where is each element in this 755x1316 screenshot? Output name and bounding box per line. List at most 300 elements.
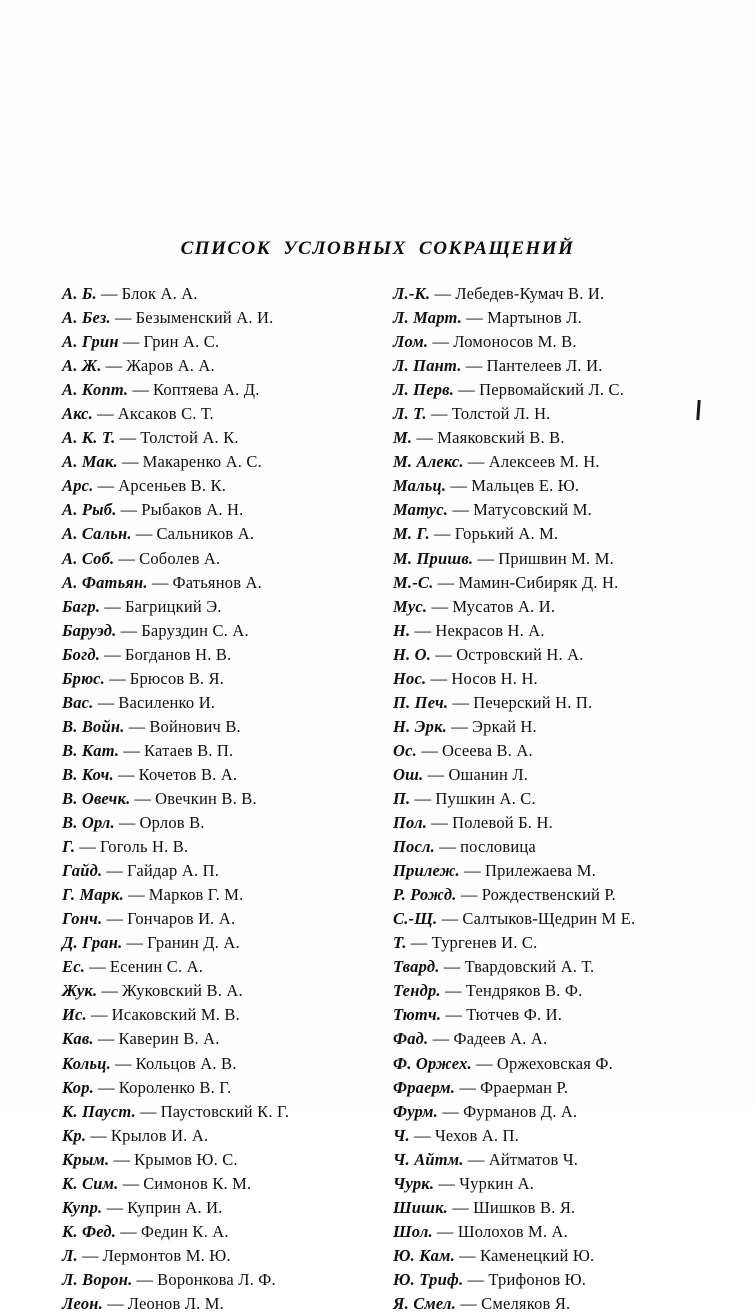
abbreviation-short: Д. Гран. [62,933,123,953]
abbreviation-entry [62,402,371,426]
abbreviation-full: Печерский Н. П. [473,692,593,712]
abbreviation-separator: — [117,452,143,472]
abbreviation-entry [393,330,702,354]
abbreviation-short: Шишк. [393,1197,448,1217]
abbreviation-entry [62,643,371,667]
abbreviation-full: пословица [460,837,536,857]
abbreviation-short: Ч. [393,1125,410,1145]
abbreviation-entry [62,739,371,763]
abbreviation-separator: — [132,1269,158,1289]
abbreviation-short: Н. О. [393,644,432,664]
abbreviation-entry [393,883,702,907]
abbreviation-full: Фатьянов А. [172,572,262,592]
abbreviation-entry [393,306,702,330]
abbreviation-full: Мамин-Сибиряк Д. Н. [458,572,619,592]
abbreviation-short: Ос. [393,740,417,760]
abbreviation-separator: — [429,524,455,544]
abbreviation-separator: — [473,548,499,568]
abbreviation-short: Л. Пант. [393,356,462,376]
abbreviation-separator: — [454,380,480,400]
abbreviation-short: А. Сальн. [62,524,132,544]
abbreviation-full: Баруздин С. А. [141,620,249,640]
abbreviation-full: Мусатов А. И. [452,596,556,616]
abbreviation-short: Г. [62,837,76,857]
abbreviation-short: М.-С. [393,572,434,592]
abbreviation-separator: — [75,837,101,857]
abbreviation-entry [393,1172,702,1196]
abbreviation-full: Толстой А. К. [140,428,239,448]
abbreviation-short: М. Г. [393,524,430,544]
abbreviation-separator: — [448,500,474,520]
abbreviation-full: Кочетов В. А. [138,764,238,784]
abbreviation-separator: — [116,500,142,520]
abbreviation-separator: — [119,740,145,760]
abbreviation-separator: — [116,620,142,640]
abbreviation-short: Л. Ворон. [62,1269,133,1289]
abbreviation-separator: — [116,1221,141,1241]
abbreviation-separator: — [115,428,141,448]
abbreviation-full: Гончаров И. А. [127,909,236,929]
abbreviation-entry [393,763,702,787]
abbreviation-separator: — [113,764,139,784]
abbreviation-short: Г. Марк. [62,885,125,905]
abbreviation-short: В. Овечк. [62,788,131,808]
abbreviation-short: Тютч. [393,1005,442,1025]
abbreviation-entry [393,859,702,883]
abbreviation-separator: — [461,356,487,376]
abbreviation-short: Прилеж. [393,861,460,881]
abbreviation-full: Тургенев И. С. [431,933,538,953]
abbreviation-separator: — [100,596,125,616]
abbreviation-entry [62,859,371,883]
abbreviation-entry [393,835,702,859]
abbreviation-separator: — [431,644,457,664]
abbreviation-short: П. Печ. [393,692,449,712]
abbreviation-separator: — [93,692,119,712]
abbreviation-entry [393,426,702,450]
abbreviation-entry [393,1003,702,1027]
abbreviation-full: Крылов И. А. [110,1125,209,1145]
abbreviation-entry [393,354,702,378]
abbreviation-entry [62,1172,371,1196]
abbreviation-short: Кольц. [62,1053,111,1073]
abbreviation-entry [393,1076,702,1100]
abbreviation-entry [393,1244,702,1268]
abbreviation-full: Первомайский Л. С. [479,380,625,400]
abbreviation-short: Л. Т. [393,404,427,424]
abbreviation-short: Арс. [62,476,94,496]
abbreviation-entry [393,498,702,522]
abbreviation-full: Пантелеев Л. И. [486,356,603,376]
abbreviation-entry [62,474,371,498]
abbreviation-entry [62,667,371,691]
abbreviation-separator: — [85,957,110,977]
abbreviation-full: Куприн А. И. [127,1197,223,1217]
abbreviation-short: Ю. Триф. [393,1269,464,1289]
abbreviation-separator: — [448,1197,474,1217]
abbreviation-full: Жаров А. А. [126,356,215,376]
abbreviation-full: Овечкин В. В. [155,788,257,808]
abbreviation-short: Н. [393,620,411,640]
abbreviation-separator: — [86,1005,112,1025]
abbreviation-full: Рождественский Р. [481,885,616,905]
abbreviation-full: Леонов Л. М. [127,1293,225,1313]
abbreviation-full: Безыменский А. И. [135,308,274,328]
abbreviation-entry [62,306,371,330]
abbreviation-short: К. Сим. [62,1173,119,1193]
abbreviation-full: Фраерман Р. [480,1077,569,1097]
abbreviation-entry [62,1196,371,1220]
abbreviation-full: Твардовский А. Т. [464,957,595,977]
abbreviation-short: Вас. [62,692,94,712]
abbreviation-full: Макаренко А. С. [142,452,262,472]
abbreviation-separator: — [105,668,130,688]
abbreviation-separator: — [456,1293,482,1313]
abbreviation-separator: — [130,788,156,808]
abbreviation-full: Есенин С. А. [109,957,204,977]
abbreviation-separator: — [432,1221,458,1241]
abbreviation-separator: — [406,933,432,953]
abbreviation-entry [62,522,371,546]
abbreviation-short: А. Konm. [62,380,129,400]
abbreviation-short: Ис. [62,1005,87,1025]
abbreviation-separator: — [102,861,128,881]
abbreviation-entry [393,474,702,498]
abbreviation-separator: — [428,1029,454,1049]
abbreviation-short: А. Без. [62,308,111,328]
abbreviation-separator: — [110,308,136,328]
abbreviation-separator: — [439,957,465,977]
abbreviation-full: Эркай Н. [472,716,537,736]
abbreviation-separator: — [135,1101,161,1121]
abbreviation-full: Крымов Ю. С. [134,1149,238,1169]
abbreviation-full: Шишков В. Я. [473,1197,576,1217]
abbreviation-entry [393,643,702,667]
abbreviation-short: Т. [393,933,407,953]
abbreviation-full: Жуковский В. А. [122,981,243,1001]
abbreviation-entry [62,1292,371,1316]
abbreviation-separator: — [446,716,473,736]
abbreviation-separator: — [427,596,453,616]
abbreviation-separator: — [434,1173,460,1193]
abbreviation-entry [62,883,371,907]
abbreviation-full: Пушкин А. С. [435,788,536,808]
abbreviation-separator: — [438,1101,464,1121]
abbreviation-full: Коптяева А. Д. [153,380,260,400]
abbreviation-entry [62,787,371,811]
abbreviation-separator: — [430,284,456,303]
abbreviation-full: Арсеньев В. К. [118,476,227,496]
abbreviation-entry [62,1003,371,1027]
abbreviation-separator: — [471,1053,497,1073]
abbreviation-full: Лебедев-Кумач В. И. [455,284,605,303]
abbreviation-separator: — [427,813,453,833]
abbreviation-entry [62,498,371,522]
abbreviation-full: Войнович В. [149,716,241,736]
abbreviation-short: М. Пришв. [393,548,474,568]
abbreviation-entry [393,1268,702,1292]
abbreviation-short: К. Пауст. [62,1101,136,1121]
abbreviation-entry [62,835,371,859]
abbreviation-separator: — [86,1125,111,1145]
abbreviation-separator: — [93,476,119,496]
abbreviation-separator: — [109,1149,135,1169]
abbreviation-separator: — [463,1269,489,1289]
abbreviation-entry [62,426,371,450]
abbreviation-separator: — [102,909,128,929]
abbreviation-separator: — [114,548,140,568]
abbreviation-short: Л. Март. [393,308,463,328]
abbreviation-entry [62,979,371,1003]
abbreviation-entry [62,378,371,402]
abbreviation-full: Багрицкий Э. [124,596,222,616]
abbreviation-entry [393,715,702,739]
abbreviation-short: Ф. Оржех. [393,1053,472,1073]
abbreviation-full: Фадеев А. А. [453,1029,548,1049]
abbreviation-full: Симонов К. М. [143,1173,252,1193]
abbreviation-full: Аксаков С. Т. [117,404,214,424]
abbreviation-entry [62,282,371,306]
abbreviation-entry [393,979,702,1003]
abbreviation-short: Н. Эрк. [393,716,447,736]
abbreviation-entry [393,691,702,715]
abbreviation-separator: — [433,572,459,592]
abbreviation-entry [62,571,371,595]
abbreviation-entry [393,955,702,979]
abbreviation-short: Кор. [62,1077,94,1097]
abbreviation-short: А. К. Т. [62,428,116,448]
abbreviation-full: Полевой Б. Н. [452,813,553,833]
abbreviation-separator: — [456,885,482,905]
abbreviation-short: В. Орл. [62,813,115,833]
abbreviation-separator: — [110,1053,136,1073]
abbreviation-separator: — [93,1029,119,1049]
abbreviation-short: Гайд. [62,861,103,881]
abbreviation-entry [393,571,702,595]
abbreviation-full: Горький А. М. [454,524,559,544]
abbreviation-full: Айтматов Ч. [488,1149,579,1169]
abbreviation-short: Пол. [393,813,428,833]
abbreviation-short: Баруэд. [62,620,117,640]
abbreviation-full: Паустовский К. Г. [160,1101,290,1121]
abbreviation-entry [62,619,371,643]
abbreviation-separator: — [102,1293,128,1313]
abbreviation-separator: — [459,861,485,881]
abbreviation-entry [393,1196,702,1220]
abbreviation-separator: — [114,813,140,833]
abbreviation-short: Кав. [62,1029,94,1049]
abbreviation-entry [62,1124,371,1148]
abbreviation-full: Гранин Д. А. [147,933,240,953]
abbreviation-short: Шол. [393,1221,433,1241]
abbreviation-short: А. Б. [62,284,97,303]
abbreviation-full: Гайдар А. П. [127,861,220,881]
abbreviation-full: Алексеев М. Н. [488,452,600,472]
abbreviation-entry [393,282,702,306]
abbreviation-entry [62,1148,371,1172]
abbreviation-full: Каменецкий Ю. [480,1245,595,1265]
abbreviation-separator: — [423,764,449,784]
abbreviation-short: Л. Перв. [393,380,455,400]
abbreviation-entry [393,619,702,643]
abbreviation-entry [62,1220,371,1244]
abbreviation-list [62,282,702,1316]
abbreviation-short: Ес. [62,957,86,977]
abbreviation-short: Мус. [393,596,428,616]
abbreviation-full: Чуркин А. [459,1173,535,1193]
abbreviation-entry [393,1292,702,1316]
abbreviation-column-left [62,282,371,1316]
abbreviation-full: Лермонтов М. Ю. [102,1245,231,1265]
abbreviation-short: А. Фатьян. [62,572,148,592]
abbreviation-separator: — [426,404,452,424]
abbreviation-full: Салтыков-Щедрин М Е. [462,909,636,929]
abbreviation-short: Твард. [393,957,440,977]
abbreviation-entry [62,1052,371,1076]
abbreviation-separator: — [426,668,452,688]
abbreviation-full: Грин А. С. [143,332,220,352]
abbreviation-separator: — [131,524,157,544]
abbreviation-entry [62,1100,371,1124]
abbreviation-short: А. Соб. [62,548,115,568]
abbreviation-entry [62,691,371,715]
abbreviation-separator: — [437,909,463,929]
abbreviation-separator: — [93,404,118,424]
abbreviation-short: Акс. [62,404,93,424]
abbreviation-short: Лом. [393,332,429,352]
abbreviation-entry [393,1052,702,1076]
abbreviation-full: Василенко И. [118,692,216,712]
abbreviation-entry [393,907,702,931]
abbreviation-full: Ломоносов М. В. [453,332,577,352]
abbreviation-entry [62,955,371,979]
abbreviation-separator: — [410,620,436,640]
abbreviation-short: Матус. [393,500,449,520]
abbreviation-entry [62,595,371,619]
abbreviation-full: Мартынов Л. [487,308,582,328]
abbreviation-entry [393,595,702,619]
abbreviation-separator: — [416,740,443,760]
abbreviation-entry [393,1148,702,1172]
abbreviation-short: Гонч. [62,909,103,929]
abbreviation-entry [62,715,371,739]
abbreviation-entry [393,739,702,763]
abbreviation-full: Брюсов В. Я. [129,668,225,688]
abbreviation-separator: — [94,1077,119,1097]
abbreviation-entry [393,1220,702,1244]
abbreviation-full: Каверин В. А. [118,1029,220,1049]
abbreviation-entry [62,1268,371,1292]
abbreviation-separator: — [147,572,173,592]
abbreviation-full: Блок А. А. [121,284,198,303]
abbreviation-separator: — [100,644,125,664]
abbreviation-short: Кр. [62,1125,87,1145]
abbreviation-separator: — [101,356,127,376]
abbreviation-short: Я. Смел. [393,1293,457,1313]
abbreviation-short: Р. Рожд. [393,885,457,905]
abbreviation-full: Осеева В. А. [442,740,533,760]
abbreviation-short: П. [393,788,411,808]
abbreviation-full: Марков Г. М. [148,885,244,905]
abbreviation-full: Воронкова Л. Ф. [157,1269,276,1289]
abbreviation-entry [393,450,702,474]
abbreviation-entry [393,522,702,546]
abbreviation-separator: — [409,1125,435,1145]
abbreviation-short: Фад. [393,1029,429,1049]
abbreviation-short: Крым. [62,1149,110,1169]
abbreviation-separator: — [118,332,144,352]
abbreviation-separator: — [122,933,148,953]
abbreviation-full: Орлов В. [139,813,205,833]
abbreviation-short: А. Ж. [62,356,102,376]
abbreviation-short: Брюс. [62,668,106,688]
abbreviation-separator: — [455,1077,481,1097]
abbreviation-full: Сальников А. [156,524,255,544]
abbreviation-full: Рыбаков А. Н. [141,500,244,520]
abbreviation-separator: — [463,452,489,472]
abbreviation-separator: — [410,788,436,808]
abbreviation-separator: — [463,1149,489,1169]
abbreviation-full: Тендряков В. Ф. [465,981,583,1001]
abbreviation-entry [62,763,371,787]
abbreviation-separator: — [124,885,149,905]
abbreviation-separator: — [96,284,122,303]
abbreviation-separator: — [97,981,123,1001]
abbreviation-full: Оржеховская Ф. [496,1053,613,1073]
abbreviation-full: Исаковский М. В. [111,1005,240,1025]
abbreviation-separator: — [454,1245,481,1265]
abbreviation-short: Л. [62,1245,78,1265]
page-title: СПИСОК УСЛОВНЫХ СОКРАЩЕНИЙ [180,238,575,259]
abbreviation-full: Богданов Н. В. [124,644,232,664]
abbreviation-short: М. [393,428,413,448]
abbreviation-separator: — [441,1005,467,1025]
abbreviation-full: Катаев В. П. [144,740,234,760]
abbreviation-full: Толстой Л. Н. [451,404,551,424]
abbreviation-full: Некрасов Н. А. [435,620,545,640]
abbreviation-full: Шолохов М. А. [457,1221,568,1241]
abbreviation-short: Фурм. [393,1101,438,1121]
abbreviation-short: А. Грин [62,332,119,352]
abbreviation-full: Тютчев Ф. И. [466,1005,563,1025]
abbreviation-entry [62,354,371,378]
abbreviation-separator: — [435,837,461,857]
abbreviation-short: Мальц. [393,476,447,496]
abbreviation-short: М. Алекс. [393,452,464,472]
abbreviation-separator: — [102,1197,128,1217]
abbreviation-separator: — [118,1173,144,1193]
abbreviation-separator: — [412,428,438,448]
abbreviation-separator: — [77,1245,103,1265]
abbreviation-separator: — [446,476,472,496]
abbreviation-full: Смеляков Я. [481,1293,571,1313]
abbreviation-short: А. Мак. [62,452,118,472]
abbreviation-short: С.-Щ. [393,909,438,929]
abbreviation-short: К. Фед. [62,1221,117,1241]
abbreviation-full: Пришвин М. М. [498,548,614,568]
abbreviation-short: Жук. [62,981,98,1001]
abbreviation-full: Соболев А. [139,548,221,568]
abbreviation-full: Маяковский В. В. [437,428,565,448]
abbreviation-short: Посл. [393,837,436,857]
abbreviation-entry [393,378,702,402]
abbreviation-entry [62,330,371,354]
abbreviation-separator: — [462,308,488,328]
abbreviation-entry [393,1124,702,1148]
abbreviation-full: Островский Н. А. [456,644,584,664]
abbreviation-full: Матусовский М. [473,500,592,520]
abbreviation-full: Короленко В. Г. [118,1077,232,1097]
